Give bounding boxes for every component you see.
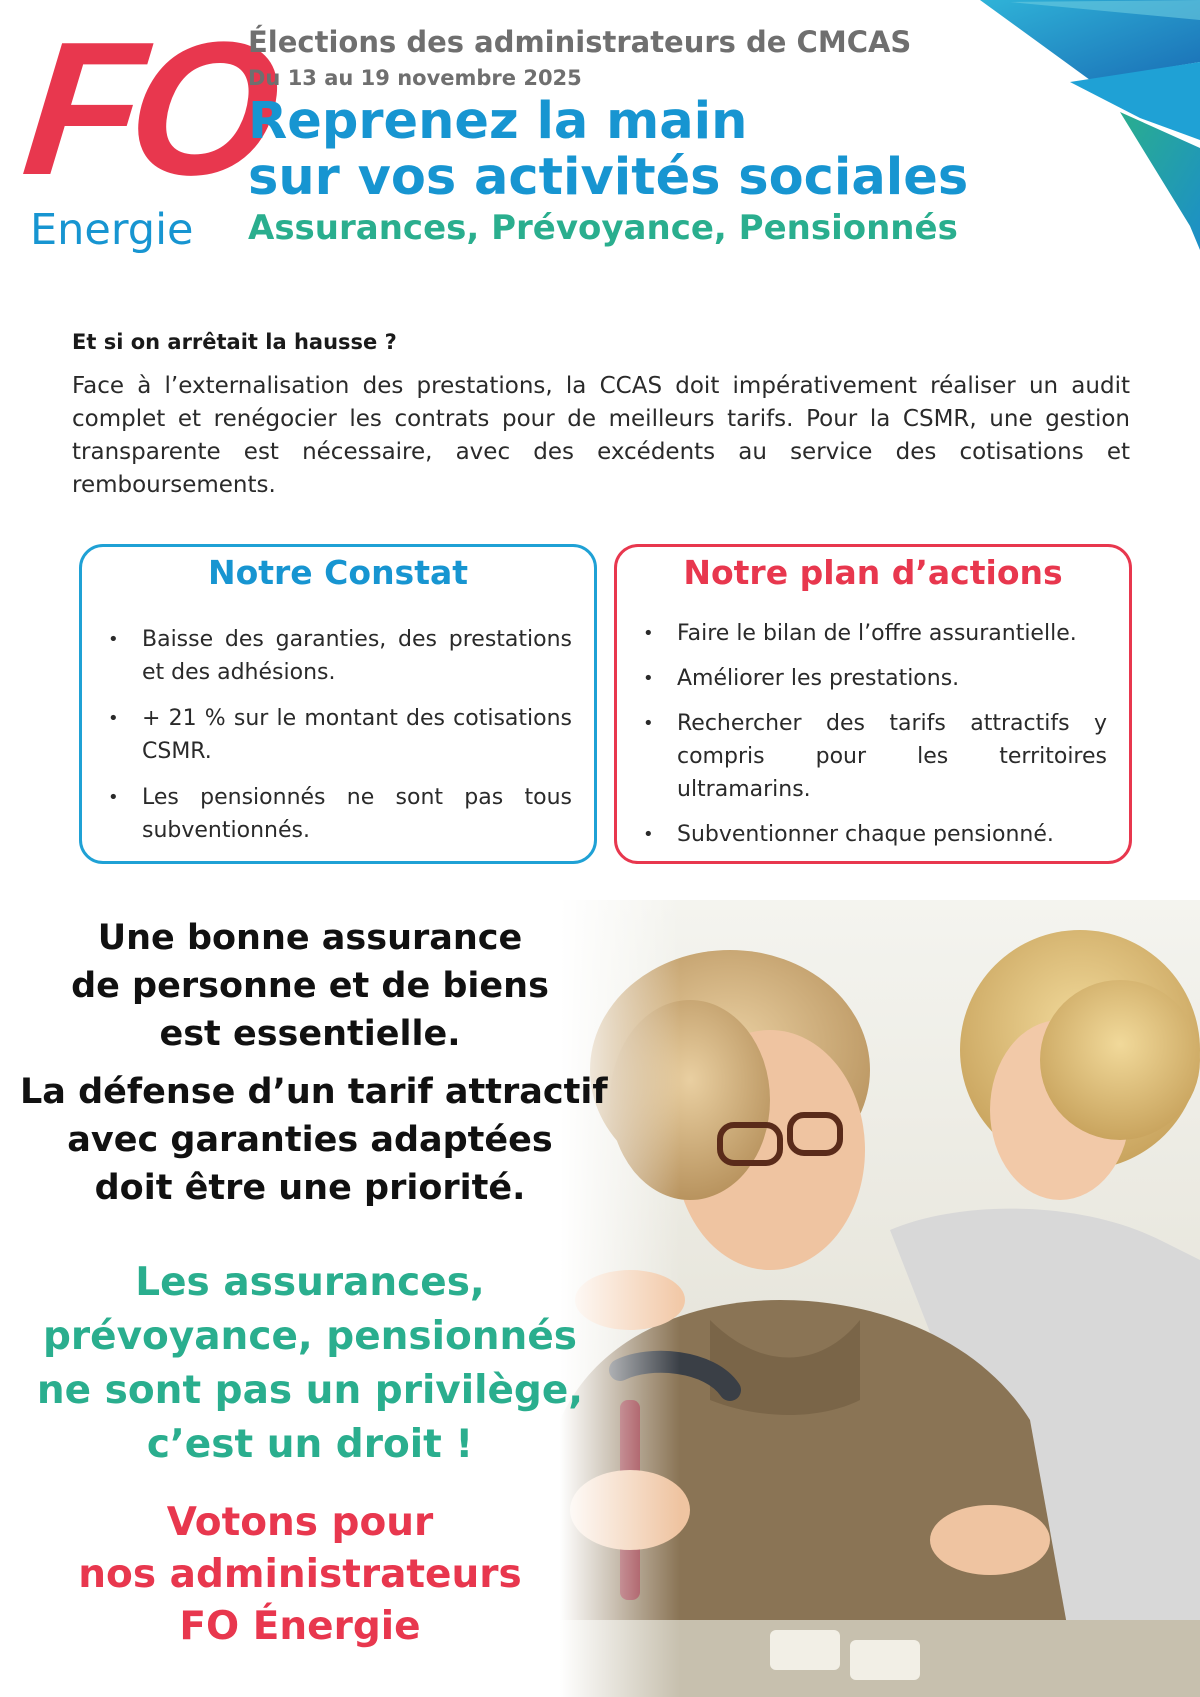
bullet-icon: •	[643, 668, 654, 689]
slogan-line: c’est un droit !	[146, 1422, 474, 1467]
slogan-line: est essentielle.	[159, 1014, 461, 1054]
list-item	[617, 617, 1129, 650]
seniors-photo	[560, 900, 1200, 1697]
bullet-icon: •	[108, 787, 119, 808]
intro-heading: Et si on arrêtait la hausse ?	[72, 330, 397, 354]
list-item-text: + 21 % sur le montant des cotisations CSMR.	[142, 706, 572, 764]
bullet-icon: •	[108, 629, 119, 650]
logo-energie-text: Energie	[30, 205, 194, 255]
constat-title: Notre Constat	[207, 553, 469, 592]
list-item	[82, 781, 594, 847]
slogan-line: prévoyance, pensionnés	[43, 1314, 577, 1359]
page-subtitle: Assurances, Prévoyance, Pensionnés	[248, 208, 958, 248]
list-item-text: Subventionner chaque pensionné.	[677, 822, 1054, 847]
list-item-text: Baisse des garanties, des prestations et des adhésions.	[142, 627, 572, 685]
slogan-line: Une bonne assurance	[97, 918, 523, 958]
constat-box	[79, 544, 597, 864]
bullet-icon: •	[643, 623, 654, 644]
actions-title: Notre plan d’actions	[683, 553, 1063, 592]
slogan-line: nos administrateurs	[78, 1552, 522, 1597]
slogan-line: doit être une priorité.	[94, 1168, 526, 1208]
slogan-line: de personne et de biens	[71, 966, 549, 1006]
bullet-icon: •	[108, 708, 119, 729]
page-title-line-2: sur vos activités sociales	[248, 148, 969, 207]
slogan-assurance	[30, 914, 590, 1058]
page-title	[248, 94, 968, 206]
slogan-line: FO Énergie	[179, 1604, 421, 1649]
page-title-line-1: Reprenez la main	[248, 92, 748, 151]
slogan-vote	[20, 1497, 580, 1653]
slogan-line: ne sont pas un privilège,	[36, 1368, 584, 1413]
slogan-tarif	[20, 1068, 608, 1212]
actions-list	[617, 617, 1129, 851]
list-item-text: Rechercher des tarifs attractifs y compris pour les territoires ultramarins.	[677, 711, 1107, 802]
slogan-line: avec garanties adaptées	[67, 1120, 553, 1160]
list-item	[82, 702, 594, 768]
actions-box	[614, 544, 1132, 864]
slogan-line: La défense d’un tarif attractif	[20, 1072, 608, 1112]
slogan-droit	[20, 1256, 600, 1472]
list-item	[617, 707, 1129, 806]
list-item-text: Améliorer les prestations.	[677, 666, 960, 691]
bullet-icon: •	[643, 713, 654, 734]
election-dates: Du 13 au 19 novembre 2025	[248, 66, 582, 90]
constat-list	[82, 623, 594, 847]
fo-logo: FO	[15, 3, 278, 215]
election-heading: Élections des administrateurs de CMCAS	[248, 25, 912, 59]
intro-paragraph: Face à l’externalisation des prestations, la CCAS doit impérativement réaliser un audit complet et renégocier les contrats pour de meilleurs tarifs. Pour la CSMR, une gestion transparente est nécessaire, avec des excédents au service des cotisations et remboursements.	[72, 373, 1130, 498]
slogan-line: Les assurances,	[135, 1260, 485, 1305]
slogan-line: Votons pour	[166, 1500, 434, 1545]
bullet-icon: •	[643, 824, 654, 845]
corner-ribbon-graphic	[980, 0, 1200, 250]
list-item-text: Les pensionnés ne sont pas tous subventionnés.	[142, 785, 572, 843]
list-item-text: Faire le bilan de l’offre assurantielle.	[677, 621, 1077, 646]
list-item	[617, 818, 1129, 851]
list-item	[617, 662, 1129, 695]
list-item	[82, 623, 594, 689]
